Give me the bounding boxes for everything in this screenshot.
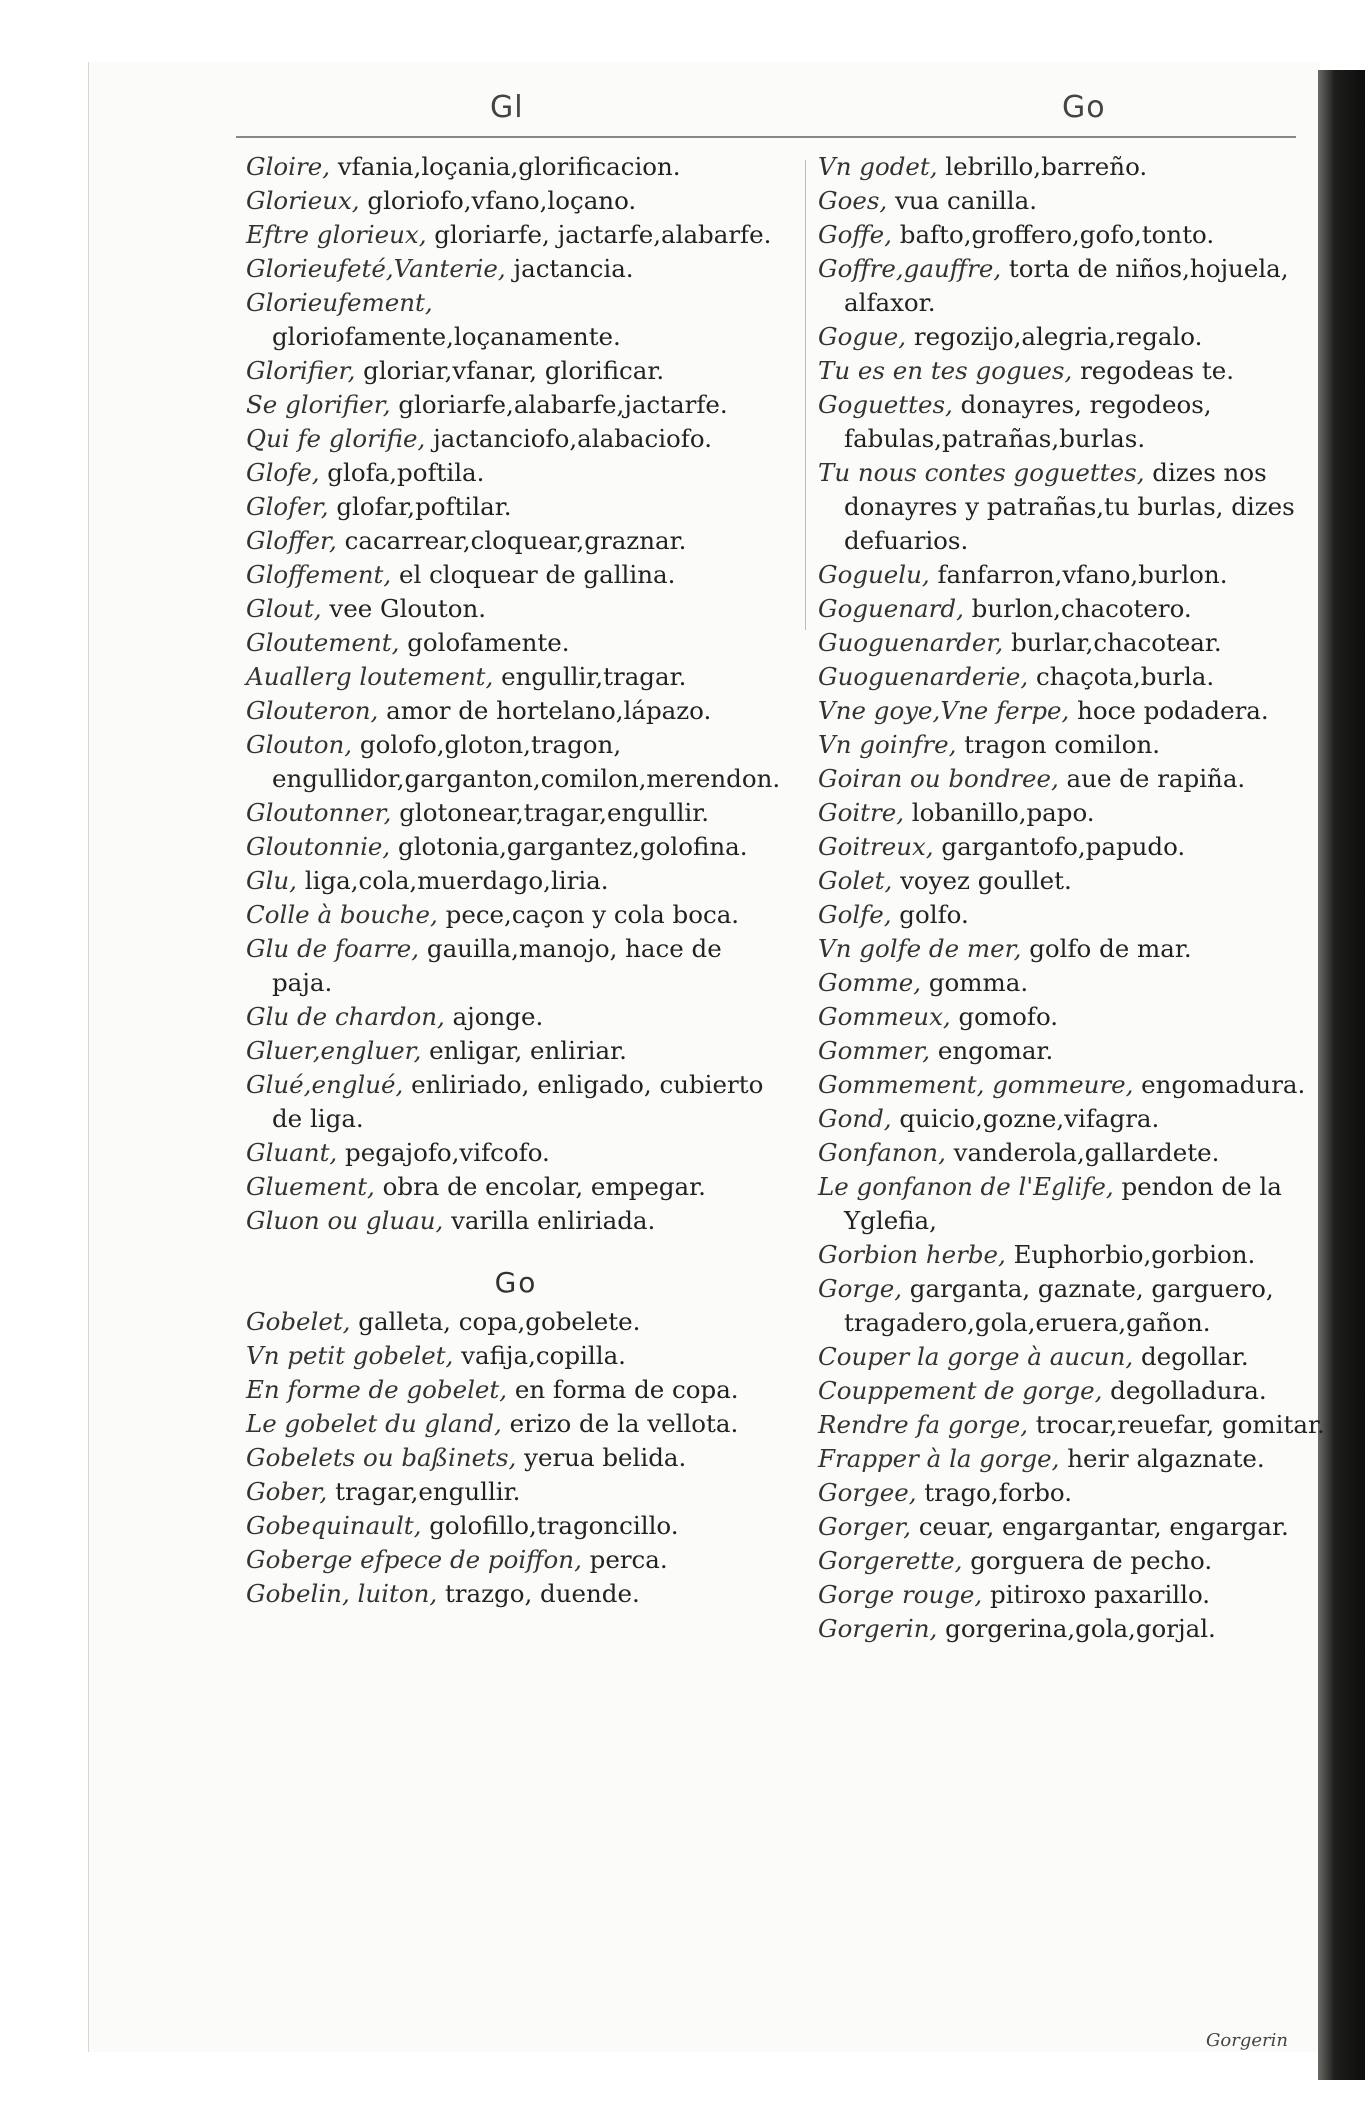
- dictionary-entry: [818, 864, 1328, 898]
- entry-headword: En forme de gobelet,: [246, 1375, 508, 1404]
- dictionary-entry: [818, 898, 1328, 932]
- entry-definition: tragon comilon.: [956, 730, 1161, 759]
- entry-headword: Rendre fa gorge,: [818, 1410, 1028, 1439]
- entry-definition: fanfarron,vfano,burlon.: [929, 560, 1228, 589]
- entry-headword: Glorieux,: [246, 186, 360, 215]
- entry-headword: Gloutonner,: [246, 798, 392, 827]
- dictionary-entry: [246, 1373, 786, 1407]
- entry-definition: jactanciofo,alabaciofo.: [425, 424, 712, 453]
- entry-definition: gargantofo,papudo.: [933, 832, 1186, 861]
- entry-definition: galleta, copa,gobelete.: [350, 1307, 641, 1336]
- dictionary-entry: [818, 932, 1328, 966]
- entry-headword: Vn golfe de mer,: [818, 934, 1022, 963]
- entry-definition: jactancia.: [505, 254, 634, 283]
- right-column: [818, 150, 1328, 1646]
- entry-headword: Gommement, gommeure,: [818, 1070, 1134, 1099]
- entry-definition: lebrillo,barreño.: [937, 152, 1148, 181]
- entry-headword: Gorgerin,: [818, 1614, 938, 1643]
- dictionary-entry: [246, 864, 786, 898]
- entry-definition: gorgerina,gola,gorjal.: [937, 1614, 1216, 1643]
- entry-definition: gomma.: [921, 968, 1029, 997]
- dictionary-entry: [818, 1374, 1328, 1408]
- entry-definition: gauilla,manojo, hace de paja.: [272, 934, 722, 997]
- dictionary-entry: [818, 1102, 1328, 1136]
- entry-headword: Gorbion herbe,: [818, 1240, 1006, 1269]
- running-head-right: Go: [1062, 90, 1106, 125]
- dictionary-entry: [246, 218, 786, 252]
- entry-definition: hoce podadera.: [1069, 696, 1269, 725]
- dictionary-entry: [818, 1578, 1328, 1612]
- entry-headword: Vne goye,Vne ferpe,: [818, 696, 1070, 725]
- entry-definition: golofamente.: [399, 628, 570, 657]
- entry-definition: Euphorbio,gorbion.: [1005, 1240, 1256, 1269]
- entry-headword: Gober,: [246, 1477, 328, 1506]
- dictionary-entry: [818, 1442, 1328, 1476]
- dictionary-entry: [818, 1000, 1328, 1034]
- entry-definition: gloriarfe, jactarfe,alabarfe.: [426, 220, 772, 249]
- right-entries: [818, 150, 1328, 1646]
- dictionary-entry: [818, 558, 1328, 592]
- dictionary-entry: [818, 218, 1328, 252]
- entry-headword: Golfe,: [818, 900, 892, 929]
- entry-headword: Gogue,: [818, 322, 907, 351]
- left-entries-go: [246, 1305, 786, 1611]
- entry-headword: Gluant,: [246, 1138, 338, 1167]
- dictionary-entry: [246, 354, 786, 388]
- entry-definition: ajonge.: [444, 1002, 544, 1031]
- dictionary-entry: [246, 1407, 786, 1441]
- entry-headword: Goes,: [818, 186, 888, 215]
- entry-definition: degolladura.: [1102, 1376, 1267, 1405]
- dictionary-entry: [246, 388, 786, 422]
- dictionary-entry: [818, 796, 1328, 830]
- entry-headword: Glofe,: [246, 458, 320, 487]
- entry-definition: amor de hortelano,lápazo.: [378, 696, 712, 725]
- entry-headword: Goberge efpece de poiffon,: [246, 1545, 582, 1574]
- entry-definition: garganta, gaznate, garguero, tragadero,gola,eruera,gañon.: [844, 1274, 1274, 1337]
- entry-definition: glotonia,gargantez,golofina.: [390, 832, 748, 861]
- dictionary-entry: [246, 1068, 786, 1136]
- entry-definition: perca.: [581, 1545, 668, 1574]
- entry-headword: Se glorifier,: [246, 390, 391, 419]
- entry-headword: Gluer,engluer,: [246, 1036, 422, 1065]
- dictionary-entry: [246, 422, 786, 456]
- entry-definition: varilla enliriada.: [443, 1206, 656, 1235]
- entry-definition: trocar,reuefar, gomitar.: [1028, 1410, 1325, 1439]
- entry-headword: Couppement de gorge,: [818, 1376, 1103, 1405]
- dictionary-entry: [818, 1612, 1328, 1646]
- entry-definition: dizes nos donayres y patrañas,tu burlas, dizes defuarios.: [844, 458, 1295, 555]
- entry-headword: Colle à bouche,: [246, 900, 438, 929]
- entry-headword: Gorge rouge,: [818, 1580, 983, 1609]
- entry-definition: en forma de copa.: [507, 1375, 739, 1404]
- dictionary-entry: [818, 1476, 1328, 1510]
- dictionary-entry: [246, 694, 786, 728]
- entry-definition: ceuar, engargantar, engargar.: [911, 1512, 1289, 1541]
- entry-headword: Vn godet,: [818, 152, 938, 181]
- entry-definition: vua canilla.: [887, 186, 1037, 215]
- entry-definition: golfo.: [891, 900, 969, 929]
- entry-definition: engullir,tragar.: [493, 662, 687, 691]
- entry-definition: degollar.: [1133, 1342, 1249, 1371]
- entry-headword: Gobelin, luiton,: [246, 1579, 438, 1608]
- entry-definition: engomar.: [930, 1036, 1054, 1065]
- dictionary-entry: [818, 1544, 1328, 1578]
- dictionary-entry: [818, 728, 1328, 762]
- entry-definition: bafto,groffero,gofo,tonto.: [891, 220, 1215, 249]
- entry-headword: Tu nous contes goguettes,: [818, 458, 1145, 487]
- entry-definition: tragar,engullir.: [327, 1477, 521, 1506]
- dictionary-entry: [246, 286, 786, 354]
- left-entries: [246, 150, 786, 1238]
- section-heading-go: Go: [494, 1266, 538, 1299]
- entry-headword: Gloffer,: [246, 526, 337, 555]
- entry-definition: glotonear,tragar,engullir.: [391, 798, 710, 827]
- dictionary-entry: [818, 660, 1328, 694]
- entry-headword: Goitre,: [818, 798, 905, 827]
- dictionary-entry: [818, 694, 1328, 728]
- entry-headword: Tu es en tes gogues,: [818, 356, 1073, 385]
- dictionary-entry: [246, 558, 786, 592]
- entry-definition: quicio,gozne,vifagra.: [891, 1104, 1160, 1133]
- dictionary-entry: [246, 524, 786, 558]
- entry-headword: Glout,: [246, 594, 322, 623]
- entry-headword: Gloutonnie,: [246, 832, 391, 861]
- entry-headword: Gobelet,: [246, 1307, 351, 1336]
- entry-headword: Gloire,: [246, 152, 330, 181]
- dictionary-entry: [818, 252, 1328, 320]
- entry-headword: Glofer,: [246, 492, 329, 521]
- entry-definition: lobanillo,papo.: [904, 798, 1095, 827]
- entry-headword: Gorgee,: [818, 1478, 917, 1507]
- dictionary-entry: [246, 1441, 786, 1475]
- entry-headword: Glorieufeté,Vanterie,: [246, 254, 506, 283]
- left-column: [246, 150, 786, 1611]
- entry-headword: Le gonfanon de l'Eglife,: [818, 1172, 1114, 1201]
- entry-headword: Couper la gorge à aucun,: [818, 1342, 1134, 1371]
- header-rule: [236, 136, 1296, 138]
- entry-definition: golofo,gloton,tragon, engullidor,garganton,comilon,merendon.: [272, 730, 781, 793]
- entry-headword: Gorger,: [818, 1512, 912, 1541]
- entry-definition: gorguera de pecho.: [962, 1546, 1213, 1575]
- entry-headword: Auallerg loutement,: [246, 662, 494, 691]
- column-divider: [805, 160, 806, 630]
- entry-definition: regozijo,alegria,regalo.: [906, 322, 1203, 351]
- entry-headword: Goguettes,: [818, 390, 953, 419]
- entry-headword: Goiran ou bondree,: [818, 764, 1059, 793]
- entry-headword: Gorgerette,: [818, 1546, 963, 1575]
- dictionary-entry: [818, 184, 1328, 218]
- entry-definition: chaçota,burla.: [1028, 662, 1215, 691]
- dictionary-entry: [246, 1034, 786, 1068]
- entry-definition: vfania,loçania,glorificacion.: [330, 152, 681, 181]
- entry-definition: pitiroxo paxarillo.: [982, 1580, 1211, 1609]
- dictionary-entry: [818, 354, 1328, 388]
- dictionary-entry: [818, 1136, 1328, 1170]
- dictionary-entry: [246, 796, 786, 830]
- dictionary-entry: [246, 660, 786, 694]
- entry-headword: Guoguenarder,: [818, 628, 1004, 657]
- dictionary-entry: [246, 1577, 786, 1611]
- entry-definition: gomofo.: [950, 1002, 1059, 1031]
- entry-definition: enligar, enliriar.: [421, 1036, 627, 1065]
- entry-definition: burlar,chacotear.: [1003, 628, 1222, 657]
- entry-definition: yerua belida.: [516, 1443, 687, 1472]
- entry-definition: cacarrear,cloquear,graznar.: [336, 526, 687, 555]
- dictionary-entry: [246, 1204, 786, 1238]
- dictionary-entry: [818, 1510, 1328, 1544]
- dictionary-entry: [818, 1068, 1328, 1102]
- entry-headword: Gommer,: [818, 1036, 931, 1065]
- dictionary-entry: [818, 592, 1328, 626]
- entry-headword: Golet,: [818, 866, 893, 895]
- entry-headword: Guoguenarderie,: [818, 662, 1029, 691]
- dictionary-entry: [818, 1170, 1328, 1238]
- dictionary-entry: [246, 1170, 786, 1204]
- entry-headword: Vn goinfre,: [818, 730, 957, 759]
- entry-headword: Vn petit gobelet,: [246, 1341, 454, 1370]
- dictionary-entry: [818, 150, 1328, 184]
- entry-headword: Gluon ou gluau,: [246, 1206, 444, 1235]
- dictionary-entry: [818, 830, 1328, 864]
- dictionary-entry: [818, 966, 1328, 1000]
- dictionary-entry: [246, 592, 786, 626]
- entry-headword: Glouteron,: [246, 696, 379, 725]
- entry-definition: vee Glouton.: [321, 594, 487, 623]
- dictionary-entry: [246, 1475, 786, 1509]
- entry-headword: Gobelets ou baßinets,: [246, 1443, 517, 1472]
- dictionary-entry: [246, 1339, 786, 1373]
- dictionary-entry: [246, 1136, 786, 1170]
- entry-headword: Gond,: [818, 1104, 892, 1133]
- entry-definition: pendon de la Yglefia,: [844, 1172, 1282, 1235]
- entry-headword: Glu de chardon,: [246, 1002, 445, 1031]
- entry-definition: gloriofamente,loçanamente.: [272, 322, 621, 351]
- dictionary-entry: [246, 932, 786, 1000]
- entry-definition: gloriarfe,alabarfe,jactarfe.: [390, 390, 728, 419]
- dictionary-entry: [818, 626, 1328, 660]
- entry-definition: el cloquear de gallina.: [391, 560, 676, 589]
- entry-headword: Gommeux,: [818, 1002, 951, 1031]
- entry-definition: erizo de la vellota.: [501, 1409, 739, 1438]
- entry-definition: trazgo, duende.: [437, 1579, 640, 1608]
- dictionary-entry: [818, 456, 1328, 558]
- entry-headword: Gonfanon,: [818, 1138, 946, 1167]
- entry-definition: trago,forbo.: [916, 1478, 1073, 1507]
- dictionary-entry: [818, 762, 1328, 796]
- entry-definition: vafija,copilla.: [453, 1341, 626, 1370]
- dictionary-entry: [246, 150, 786, 184]
- entry-headword: Gloffement,: [246, 560, 392, 589]
- entry-definition: herir algaznate.: [1059, 1444, 1265, 1473]
- entry-headword: Le gobelet du gland,: [246, 1409, 502, 1438]
- dictionary-entry: [246, 898, 786, 932]
- dictionary-entry: [246, 728, 786, 796]
- entry-definition: golfo de mar.: [1021, 934, 1192, 963]
- dictionary-entry: [246, 626, 786, 660]
- dictionary-entry: [246, 1543, 786, 1577]
- entry-definition: pegajofo,vifcofo.: [337, 1138, 550, 1167]
- entry-headword: Gobequinault,: [246, 1511, 422, 1540]
- entry-definition: glofa,poftila.: [319, 458, 485, 487]
- entry-definition: torta de niños,hojuela, alfaxor.: [844, 254, 1289, 317]
- entry-definition: donayres, regodeos, fabulas,patrañas,burlas.: [844, 390, 1212, 453]
- dictionary-entry: [818, 1034, 1328, 1068]
- entry-definition: liga,cola,muerdago,liria.: [296, 866, 609, 895]
- entry-headword: Eftre glorieux,: [246, 220, 427, 249]
- entry-definition: pece,caçon y cola boca.: [437, 900, 740, 929]
- entry-definition: vanderola,gallardete.: [945, 1138, 1220, 1167]
- entry-headword: Glu de foarre,: [246, 934, 420, 963]
- dictionary-entry: [246, 184, 786, 218]
- dictionary-entry: [246, 830, 786, 864]
- entry-definition: gloriofo,vfano,loçano.: [359, 186, 637, 215]
- entry-definition: obra de encolar, empegar.: [374, 1172, 706, 1201]
- entry-definition: enliriado, enligado, cubierto de liga.: [272, 1070, 764, 1133]
- entry-headword: Goffre,gauffre,: [818, 254, 1002, 283]
- entry-headword: Glu,: [246, 866, 297, 895]
- entry-definition: aue de rapiña.: [1058, 764, 1246, 793]
- dictionary-entry: [818, 1238, 1328, 1272]
- entry-definition: golofillo,tragoncillo.: [421, 1511, 679, 1540]
- entry-headword: Goitreux,: [818, 832, 934, 861]
- entry-definition: glofar,poftilar.: [328, 492, 512, 521]
- running-head-left: Gl: [490, 90, 524, 125]
- entry-definition: voyez goullet.: [892, 866, 1072, 895]
- entry-definition: regodeas te.: [1072, 356, 1235, 385]
- entry-headword: Glué,englué,: [246, 1070, 404, 1099]
- entry-headword: Goguelu,: [818, 560, 930, 589]
- entry-headword: Gorge,: [818, 1274, 903, 1303]
- dictionary-entry: [246, 490, 786, 524]
- dictionary-entry: [246, 1305, 786, 1339]
- entry-headword: Goguenard,: [818, 594, 964, 623]
- entry-headword: Glorieufement,: [246, 288, 433, 317]
- entry-headword: Goffe,: [818, 220, 892, 249]
- dictionary-entry: [818, 1272, 1328, 1340]
- entry-headword: Glouton,: [246, 730, 353, 759]
- dictionary-entry: [818, 388, 1328, 456]
- entry-headword: Gomme,: [818, 968, 922, 997]
- entry-definition: burlon,chacotero.: [963, 594, 1192, 623]
- entry-headword: Qui fe glorifie,: [246, 424, 426, 453]
- entry-definition: engomadura.: [1133, 1070, 1306, 1099]
- dictionary-entry: [818, 1408, 1328, 1442]
- dictionary-entry: [246, 1000, 786, 1034]
- dictionary-entry: [818, 1340, 1328, 1374]
- catchword: Gorgerin: [1206, 2030, 1288, 2051]
- entry-definition: gloriar,vfanar, glorificar.: [355, 356, 665, 385]
- entry-headword: Frapper à la gorge,: [818, 1444, 1060, 1473]
- dictionary-entry: [246, 1509, 786, 1543]
- entry-headword: Gloutement,: [246, 628, 400, 657]
- entry-headword: Gluement,: [246, 1172, 375, 1201]
- dictionary-entry: [246, 456, 786, 490]
- entry-headword: Glorifier,: [246, 356, 356, 385]
- dictionary-entry: [818, 320, 1328, 354]
- dictionary-entry: [246, 252, 786, 286]
